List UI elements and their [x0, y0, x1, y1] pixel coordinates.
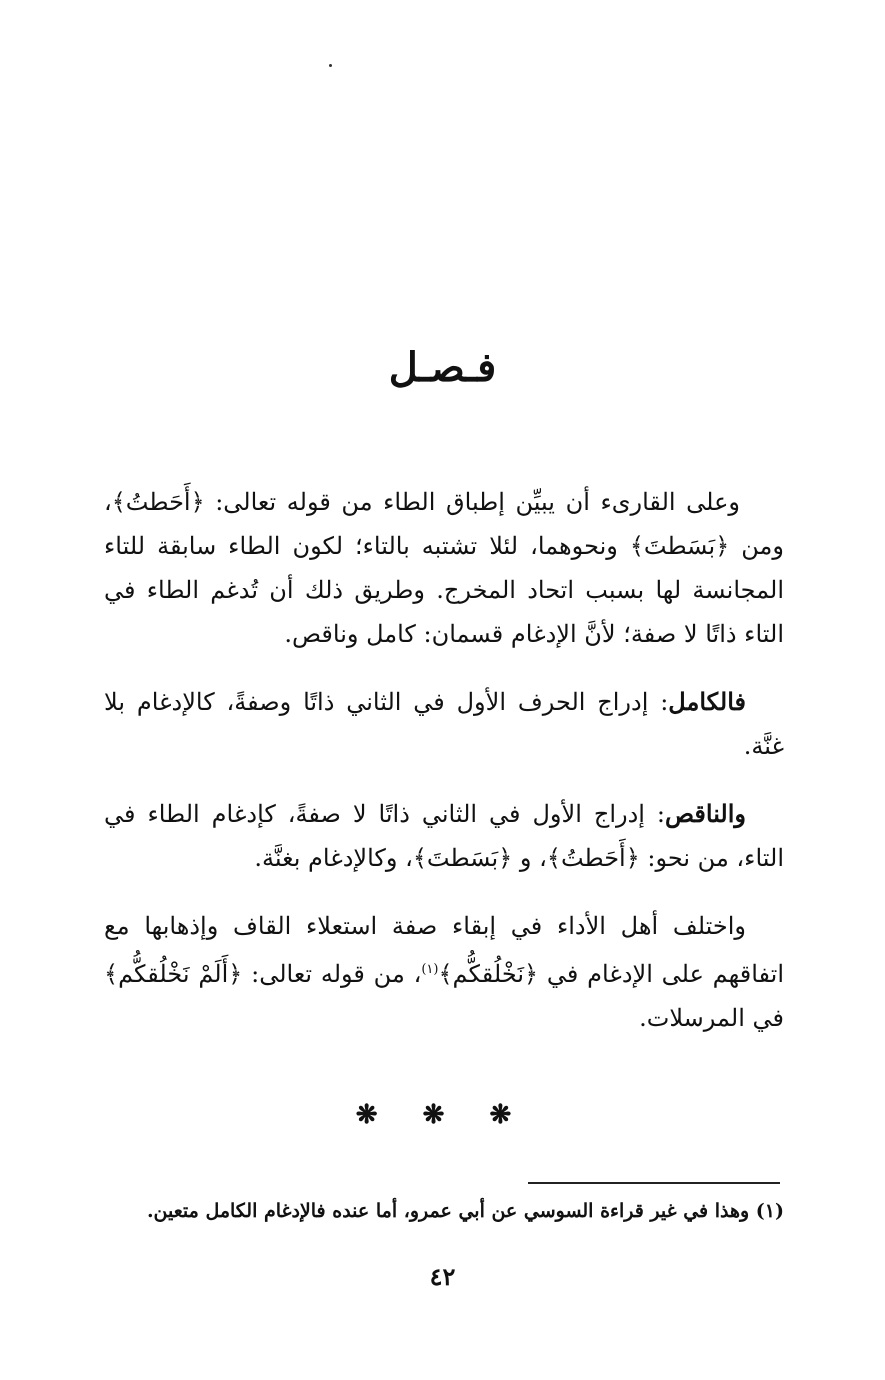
footnote-reference[interactable]: (١): [421, 962, 439, 977]
speck: [329, 64, 332, 67]
section-separator: ❋ ❋ ❋: [355, 1100, 530, 1130]
paragraph-2-text: : إدراج الحرف الأول في الثاني ذاتًا وصفةً، كالإدغام بلا غنَّة.: [104, 688, 784, 760]
paragraph-1: [104, 480, 784, 656]
paragraph-2: [104, 680, 784, 768]
body-text: [104, 480, 784, 1064]
footnote: (١) وهذا في غير قراءة السوسي عن أبي عمرو، أما عنده فالإدغام الكامل متعين.: [146, 1200, 784, 1222]
paragraph-4-text-a: واختلف أهل الأداء في إبقاء صفة استعلاء القاف وإذهابها مع اتفاقهم على الإدغام في ﴿نَخْلُقكُّم﴾: [104, 912, 784, 988]
paragraph-4: [104, 904, 784, 1040]
paragraph-3-text: : إدراج الأول في الثاني ذاتًا لا صفةً، كإدغام الطاء في التاء، من نحو: ﴿أَحَطتُ﴾، و ﴿بَسَطتَ﴾، وكالإدغام بغنَّة.: [104, 800, 784, 872]
footnote-rule: [528, 1182, 780, 1184]
paragraph-4-text-b: ، من قوله تعالى: ﴿أَلَمْ نَخْلُقكُّم﴾ في المرسلات.: [104, 960, 784, 1032]
paragraph-3: [104, 792, 784, 880]
paragraph-3-lead: والناقص: [665, 799, 746, 828]
section-heading: فـصـل: [388, 344, 497, 391]
page-number: ٤٢: [429, 1262, 456, 1291]
paragraph-1-text: وعلى القارىء أن يبيِّن إطباق الطاء من قوله تعالى: ﴿أَحَطتُ﴾، ومن ﴿بَسَطتَ﴾ ونحوهما، لئلا تشتبه بالتاء؛ لكون الطاء سابقة للتاء المجانسة لها بسبب اتحاد المخرج. وطريق ذلك أن تُدغم الطاء في التاء ذاتًا لا صفة؛ لأنَّ الإدغام قسمان: كامل وناقص.: [104, 488, 784, 648]
paragraph-2-lead: فالكامل: [668, 687, 746, 716]
